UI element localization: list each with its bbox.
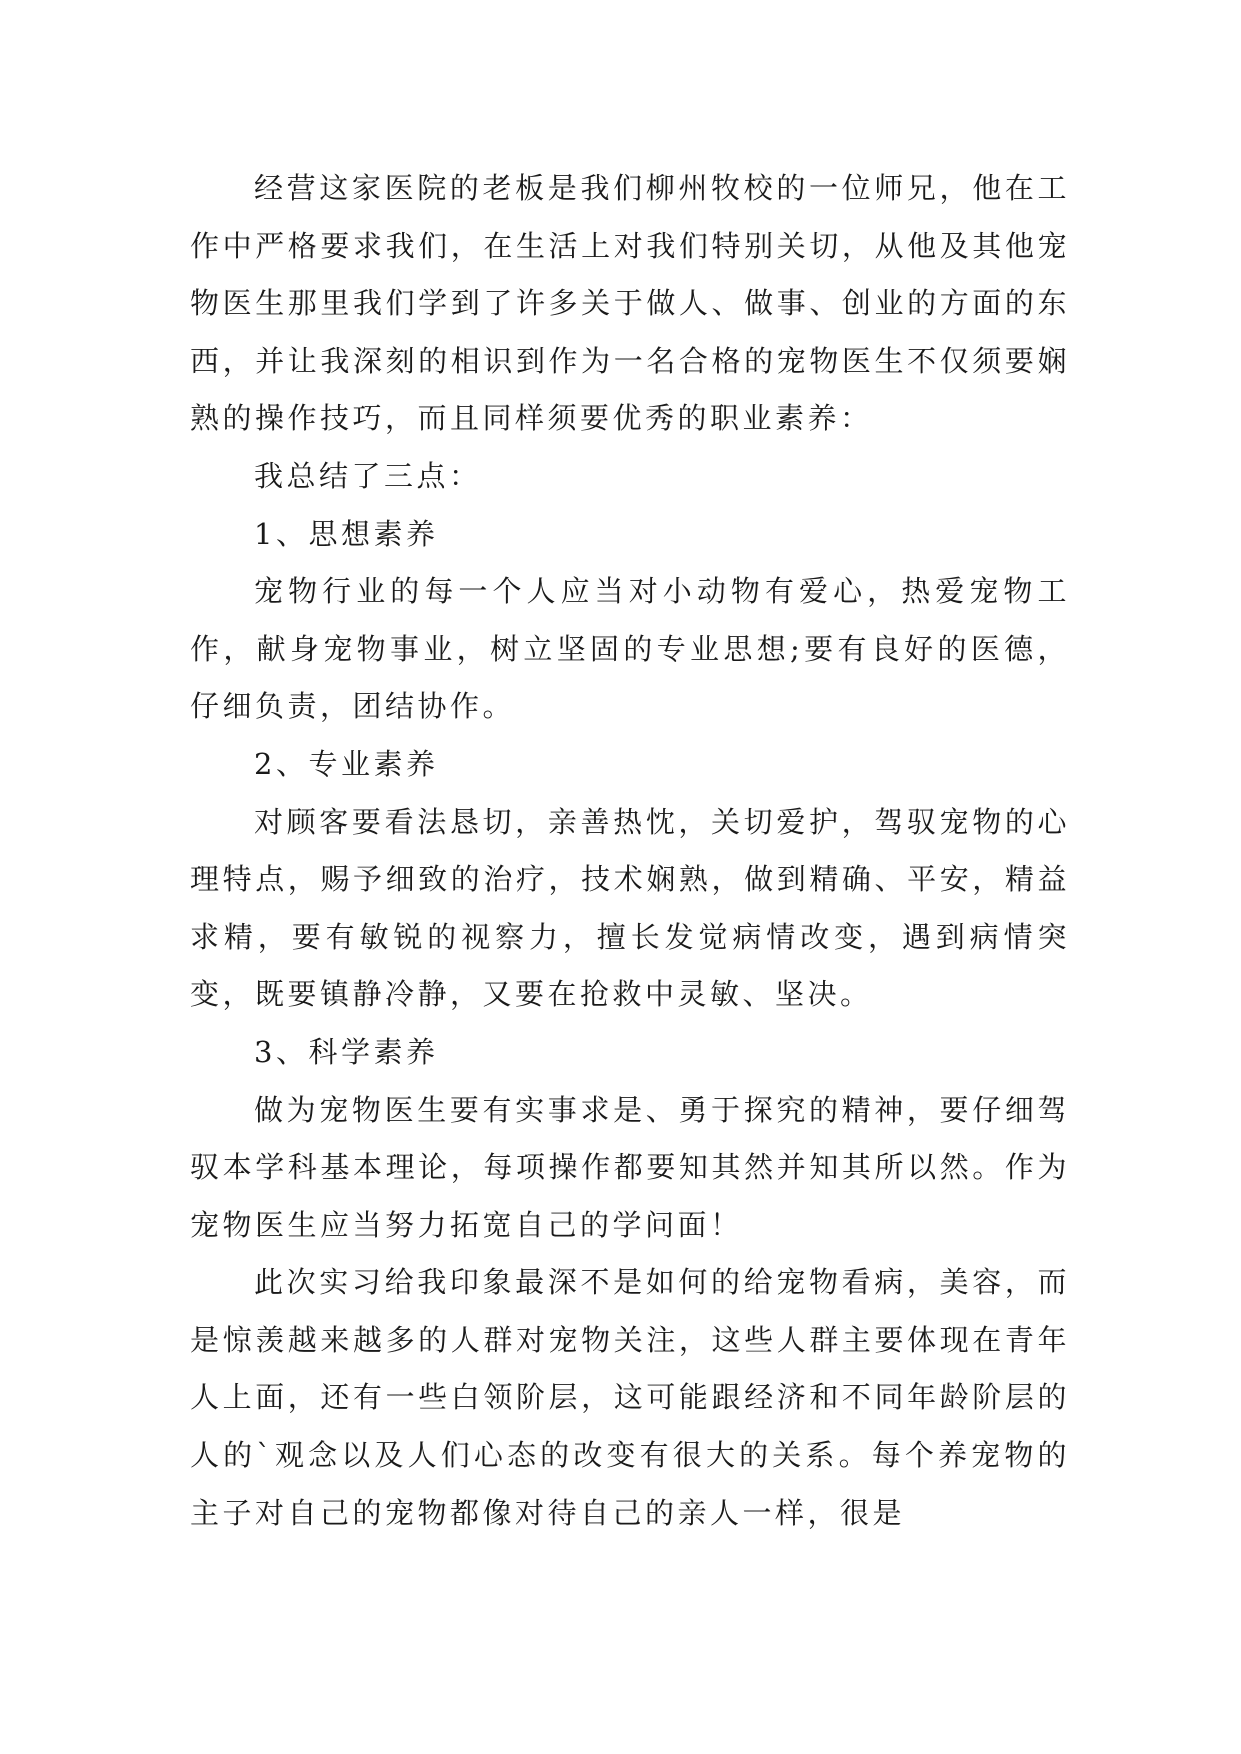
paragraph-summary-intro: 我总结了三点： bbox=[254, 458, 482, 493]
body-text bbox=[190, 160, 1070, 1542]
paragraph-scientific: 做为宠物医生要有实事求是、勇于探究的精神，要仔细驾驭本学科基本理论，每项操作都要知其然并知其所以然。作为宠物医生应当努力拓宽自己的学问面！ bbox=[190, 1092, 1070, 1242]
paragraph-impression: 此次实习给我印象最深不是如何的给宠物看病，美容，而是惊羡越来越多的人群对宠物关注，这些人群主要体现在青年人上面，还有一些白领阶层，这可能跟经济和不同年龄阶层的人的`观念以及人们心态的改变有很大的关系。每个养宠物的主子对自己的宠物都像对待自己的亲人一样，很是 bbox=[190, 1265, 1070, 1530]
paragraph-mentor: 经营这家医院的老板是我们柳州牧校的一位师兄，他在工作中严格要求我们，在生活上对我们特别关切，从他及其他宠物医生那里我们学到了许多关于做人、做事、创业的方面的东西，并让我深刻的相识到作为一名合格的宠物医生不仅须要娴熟的操作技巧，而且同样须要优秀的职业素养： bbox=[190, 171, 1070, 436]
heading-ideology: 1、思想素养 bbox=[254, 516, 439, 551]
paragraph-ideology: 宠物行业的每一个人应当对小动物有爱心，热爱宠物工作，献身宠物事业，树立坚固的专业思想;要有良好的医德，仔细负责，团结协作。 bbox=[190, 574, 1070, 724]
paragraph-professional: 对顾客要看法恳切，亲善热忱，关切爱护，驾驭宠物的心理特点，赐予细致的治疗，技术娴熟，做到精确、平安，精益求精，要有敏锐的视察力，擅长发觉病情改变，遇到病情突变，既要镇静冷静，又要在抢救中灵敏、坚决。 bbox=[190, 804, 1070, 1012]
heading-professional: 2、专业素养 bbox=[254, 746, 439, 781]
heading-scientific: 3、科学素养 bbox=[254, 1034, 439, 1069]
